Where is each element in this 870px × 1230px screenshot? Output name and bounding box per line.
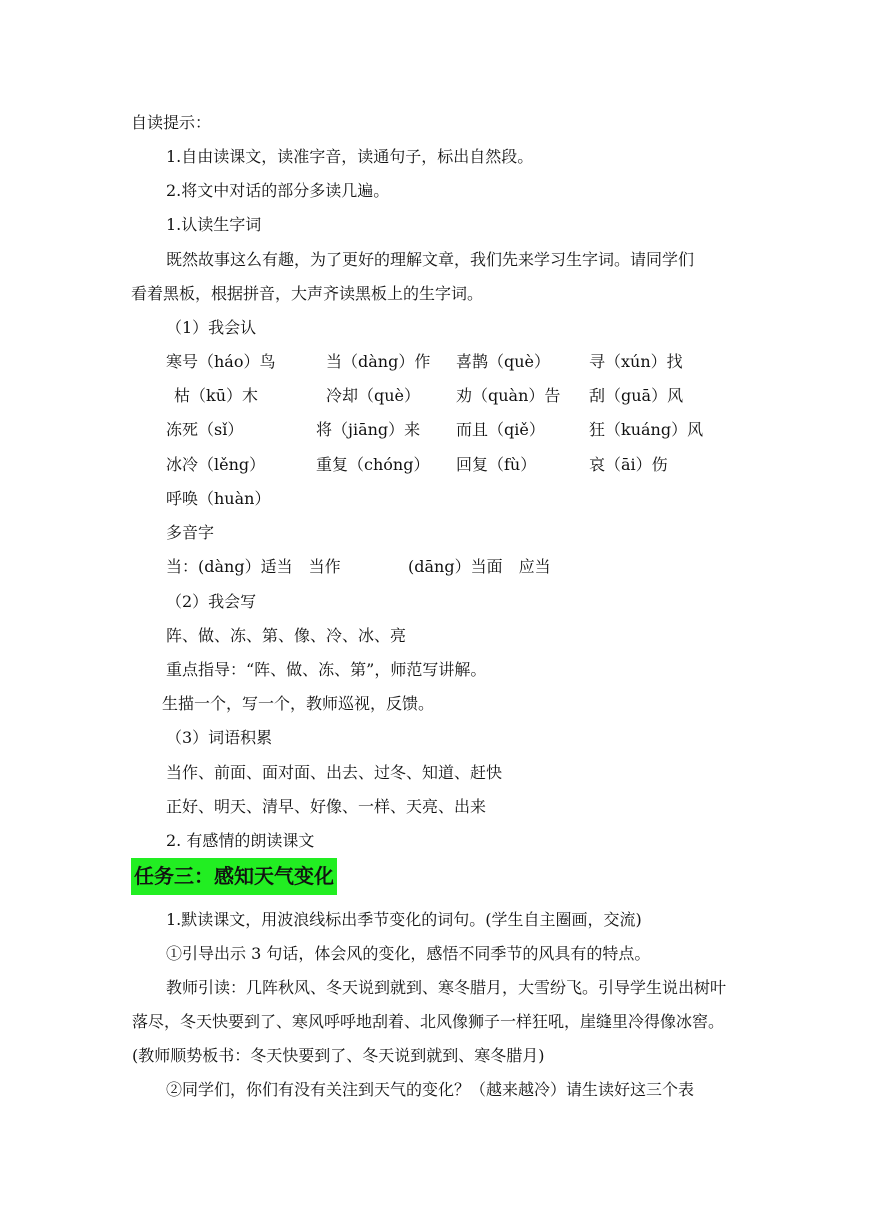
word-item: 冷却（què） xyxy=(326,386,421,405)
recognize-heading: （1）我会认 xyxy=(166,318,257,337)
word-item: 回复（fù） xyxy=(456,455,537,474)
word-item: 喜鹊（què） xyxy=(456,352,551,371)
write-heading: （2）我会写 xyxy=(166,592,257,611)
step-1-heading: 1.认读生字词 xyxy=(166,215,262,234)
task-3-heading: 任务三：感知天气变化 xyxy=(131,858,337,895)
word-item: 冰冷（lěng） xyxy=(166,455,266,474)
task-3-item-1: 1.默读课文，用波浪线标出季节变化的词句。(学生自主圈画，交流) xyxy=(166,910,642,929)
word-item: 将（jiāng）来 xyxy=(316,420,421,439)
word-item: 枯（kū）木 xyxy=(174,386,259,405)
write-guide: 重点指导：“阵、做、冻、第”，师范写讲解。 xyxy=(166,660,487,679)
word-item: 呼唤（huàn） xyxy=(166,489,271,508)
word-item: 劝（quàn）告 xyxy=(456,386,561,405)
polyphone-dang4: 当：(dàng）适当 当作 xyxy=(166,557,341,576)
intro-paragraph-line-2: 看着黑板，根据拼音，大声齐读黑板上的生字词。 xyxy=(131,284,484,303)
word-item: 冻死（sǐ） xyxy=(166,420,244,439)
tip-2: 2.将文中对话的部分多读几遍。 xyxy=(166,181,390,200)
task-3-item-2: ①引导出示 3 句话，体会风的变化，感悟不同季节的风具有的特点。 xyxy=(166,944,651,963)
weather-question-paragraph: ②同学们，你们有没有关注到天气的变化？（越来越冷）请生读好这三个表 xyxy=(166,1080,695,1099)
word-item: 重复（chóng） xyxy=(316,455,430,474)
tip-1: 1.自由读课文，读准字音，读通句子，标出自然段。 xyxy=(166,147,534,166)
word-item: 当（dàng）作 xyxy=(326,352,431,371)
step-2-heading: 2. 有感情的朗读课文 xyxy=(166,831,315,850)
word-item: 狂（kuáng）风 xyxy=(589,420,704,439)
word-item: 哀（āi）伤 xyxy=(589,455,668,474)
polyphone-dang1: (dāng）当面 应当 xyxy=(408,557,551,576)
word-item: 刮（guā）风 xyxy=(589,386,684,405)
word-item: 而且（qiě） xyxy=(456,420,545,439)
teacher-reading-paragraph: 教师引读：几阵秋风、冬天说到就到、寒冬腊月，大雪纷飞。引导学生说出树叶落尽，冬天快要到了、寒风呼呼地刮着、北风像狮子一样狂吼，崖缝里冷得像冰窖。(教师顺势板书：冬天快要到了、冬天说到就到、寒冬腊月) xyxy=(132,978,727,1065)
self-reading-title: 自读提示： xyxy=(131,113,212,132)
polyphone-heading: 多音字 xyxy=(166,523,215,542)
vocab-line-1: 当作、前面、面对面、出去、过冬、知道、赶快 xyxy=(166,763,503,782)
write-chars: 阵、做、冻、第、像、冷、冰、亮 xyxy=(166,626,407,645)
vocab-line-2: 正好、明天、清早、好像、一样、天亮、出来 xyxy=(166,797,487,816)
vocab-heading: （3）词语积累 xyxy=(166,728,273,747)
word-item: 寒号（háo）鸟 xyxy=(166,352,276,371)
intro-paragraph-line-1: 既然故事这么有趣，为了更好的理解文章，我们先来学习生字词。请同学们 xyxy=(166,250,695,269)
write-practice: 生描一个，写一个，教师巡视，反馈。 xyxy=(162,694,435,713)
word-item: 寻（xún）找 xyxy=(589,352,683,371)
